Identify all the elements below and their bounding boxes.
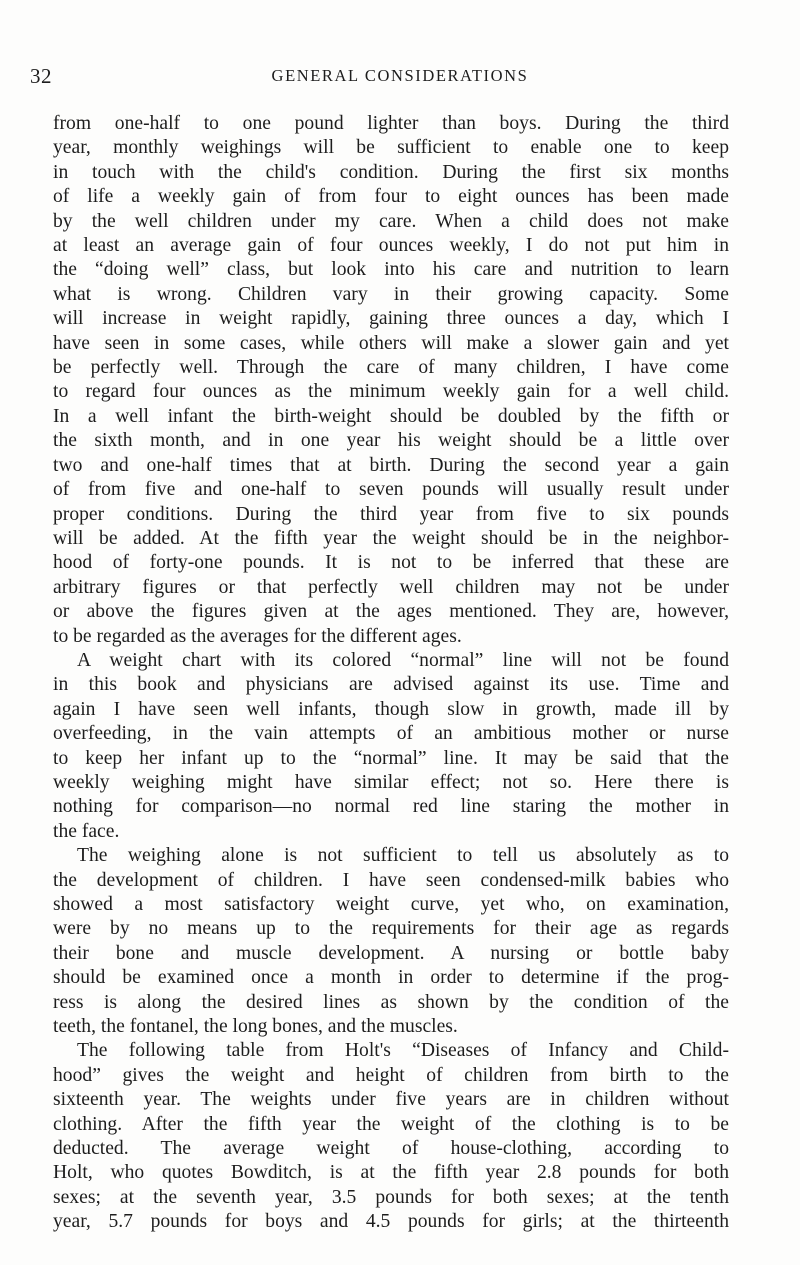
text-line: the face.: [53, 820, 120, 842]
text-line: by the well children under my care. When a child does not make: [53, 210, 729, 232]
text-line: should be examined once a month in order to determine if the prog-: [53, 967, 729, 989]
text-line: the development of children. I have seen condensed-milk babies who: [53, 869, 729, 891]
text-line: Holt, who quotes Bowditch, is at the fifth year 2.8 pounds for both: [53, 1162, 729, 1184]
paragraph: [53, 112, 729, 649]
text-line: year, monthly weighings will be sufficient to enable one to keep: [53, 137, 729, 159]
text-line: to be regarded as the averages for the different ages.: [53, 625, 462, 647]
text-line: ress is along the desired lines as shown by the condition of the: [53, 991, 729, 1013]
text-line: clothing. After the fifth year the weight of the clothing is to be: [53, 1113, 729, 1135]
paragraph: [53, 649, 729, 844]
text-line: In a well infant the birth-weight should be doubled by the fifth or: [53, 405, 729, 427]
text-line: from one-half to one pound lighter than boys. During the third: [53, 113, 729, 134]
text-line: teeth, the fontanel, the long bones, and the muscles.: [53, 1016, 458, 1038]
text-line: their bone and muscle development. A nursing or bottle baby: [53, 942, 729, 964]
text-line: arbitrary figures or that perfectly well children may not be under: [53, 576, 729, 598]
text-line: two and one-half times that at birth. During the second year a gain: [53, 454, 729, 476]
text-line: what is wrong. Children vary in their growing capacity. Some: [53, 283, 729, 305]
page-number: 32: [30, 64, 52, 88]
text-line: will be added. At the fifth year the weight should be in the neighbor-: [53, 527, 729, 549]
text-line: showed a most satisfactory weight curve, yet who, on examination,: [53, 894, 729, 915]
text-line: in touch with the child's condition. During the first six months: [53, 161, 729, 183]
text-line: year, 5.7 pounds for boys and 4.5 pounds for girls; at the thirteenth: [53, 1211, 729, 1233]
text-line: hood of forty-one pounds. It is not to be inferred that these are: [53, 552, 729, 574]
text-line: of life a weekly gain of from four to eight ounces has been made: [53, 186, 729, 208]
text-line: nothing for comparison—no normal red line staring the mother in: [53, 796, 729, 818]
text-line: again I have seen well infants, though slow in growth, made ill by: [53, 698, 729, 720]
running-head: GENERAL CONSIDERATIONS: [271, 66, 529, 85]
text-line: in this book and physicians are advised against its use. Time and: [53, 674, 729, 696]
text-line: will increase in weight rapidly, gaining three ounces a day, which I: [53, 308, 729, 330]
text-line: the “doing well” class, but look into his care and nutrition to learn: [53, 259, 729, 281]
text-line: The following table from Holt's “Diseases of Infancy and Child-: [77, 1040, 729, 1062]
text-line: sexes; at the seventh year, 3.5 pounds for both sexes; at the tenth: [53, 1186, 729, 1208]
text-line: were by no means up to the requirements for their age as regards: [53, 918, 729, 940]
text-line: The weighing alone is not sufficient to tell us absolutely as to: [77, 845, 729, 867]
text-line: to keep her infant up to the “normal” line. It may be said that the: [53, 747, 729, 769]
text-line: weekly weighing might have similar effect; not so. Here there is: [53, 771, 729, 793]
text-line: be perfectly well. Through the care of many children, I have come: [53, 357, 729, 379]
text-line: deducted. The average weight of house-clothing, according to: [53, 1138, 729, 1160]
text-line: at least an average gain of four ounces weekly, I do not put him in: [53, 235, 729, 257]
page-header: [30, 64, 770, 92]
text-line: sixteenth year. The weights under five years are in children without: [53, 1089, 729, 1111]
text-line: to regard four ounces as the minimum weekly gain for a well child.: [53, 381, 729, 403]
text-line: overfeeding, in the vain attempts of an ambitious mother or nurse: [53, 723, 729, 745]
text-line: or above the figures given at the ages mentioned. They are, however,: [53, 601, 729, 623]
paragraph: [53, 844, 729, 1039]
text-line: proper conditions. During the third year from five to six pounds: [53, 503, 729, 525]
text-line: A weight chart with its colored “normal” line will not be found: [77, 649, 729, 671]
text-line: hood” gives the weight and height of children from birth to the: [53, 1064, 729, 1086]
text-line: the sixth month, and in one year his weight should be a little over: [53, 430, 729, 452]
text-line: of from five and one-half to seven pounds will usually result under: [53, 479, 729, 501]
paragraph: [53, 1039, 729, 1234]
text-line: have seen in some cases, while others will make a slower gain and yet: [53, 332, 729, 354]
body-text: [53, 112, 729, 1235]
